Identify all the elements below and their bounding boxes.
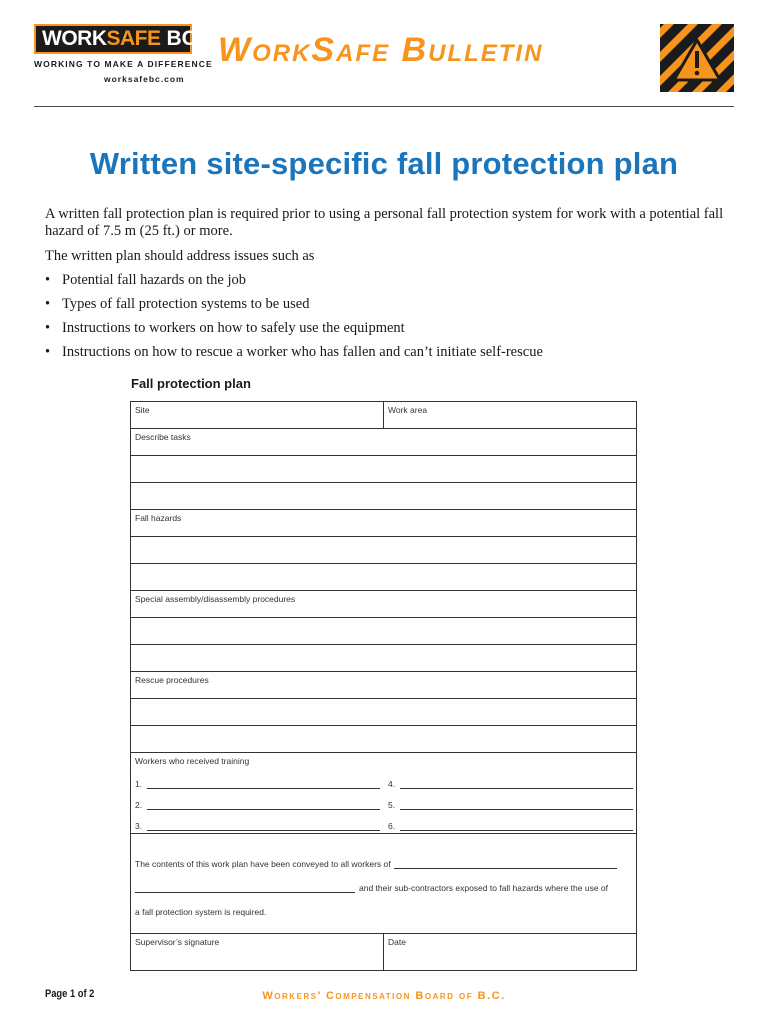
employer-name-line[interactable] [394, 860, 617, 869]
conveyed-text-1: The contents of this work plan have been conveyed to all workers of [135, 859, 391, 869]
special-procedures-line[interactable] [131, 645, 636, 672]
form-heading: Fall protection plan [131, 376, 251, 391]
rescue-procedures-line[interactable] [131, 699, 636, 726]
issues-list [45, 272, 543, 368]
describe-tasks-line[interactable] [131, 456, 636, 483]
supervisor-signature-field[interactable] [131, 934, 384, 970]
training-label: Workers who received training [135, 756, 250, 766]
entry-number: 3. [135, 821, 143, 831]
entry-number: 5. [388, 800, 396, 810]
entry-line[interactable] [400, 801, 633, 810]
entry-line[interactable] [147, 780, 380, 789]
list-item: • Instructions on how to rescue a worker who has fallen and can’t initiate self-rescue [45, 344, 543, 368]
document-title: Written site-specific fall protection plan [89, 146, 679, 181]
page-number: Page 1 of 2 [45, 988, 95, 1000]
logo-url: worksafebc.com [104, 74, 185, 84]
entry-line[interactable] [147, 801, 380, 810]
list-item: • Instructions to workers on how to safely use the equipment [45, 320, 543, 344]
special-procedures-line[interactable] [131, 618, 636, 645]
fall-hazards-line[interactable] [131, 564, 636, 591]
warning-icon [660, 24, 734, 92]
training-entry-5[interactable] [388, 800, 633, 810]
fall-hazards-line[interactable] [131, 537, 636, 564]
entry-number: 2. [135, 800, 143, 810]
entry-number: 6. [388, 821, 396, 831]
special-procedures-label: Special assembly/disassembly procedures [135, 594, 296, 604]
describe-tasks-line[interactable] [131, 483, 636, 510]
fall-hazards-label: Fall hazards [135, 513, 182, 523]
work-area-field[interactable] [384, 402, 636, 428]
bulletin-title: WorkSafe Bulletin [218, 31, 544, 69]
training-entry-6[interactable] [388, 821, 633, 831]
conveyed-line-3 [135, 907, 266, 917]
rescue-procedures-line[interactable] [131, 726, 636, 753]
describe-tasks-field[interactable] [131, 429, 636, 456]
date-label: Date [388, 937, 406, 947]
site-label: Site [135, 405, 150, 415]
conveyed-text-2: and their sub-contractors exposed to fall hazards where the use of [359, 883, 609, 893]
list-item: • Types of fall protection systems to be used [45, 296, 543, 320]
rescue-procedures-field[interactable] [131, 672, 636, 699]
training-section [131, 753, 636, 834]
employer-name-line-2[interactable] [135, 884, 355, 893]
date-field[interactable] [384, 934, 636, 970]
entry-line[interactable] [147, 822, 380, 831]
logo-bc-text: BC [166, 27, 197, 50]
entry-line[interactable] [400, 780, 633, 789]
signature-row [131, 934, 636, 970]
conveyed-text-3: a fall protection system is required. [135, 907, 267, 917]
site-field[interactable] [131, 402, 384, 428]
entry-number: 1. [135, 779, 143, 789]
list-item: • Potential fall hazards on the job [45, 272, 543, 296]
entry-number: 4. [388, 779, 396, 789]
training-entry-4[interactable] [388, 779, 633, 789]
training-entry-1[interactable] [135, 779, 380, 789]
describe-tasks-label: Describe tasks [135, 432, 191, 442]
header-divider [34, 106, 734, 107]
footer-organization: Workers’ Compensation Board of B.C. [262, 990, 506, 1002]
training-entry-3[interactable] [135, 821, 380, 831]
logo-safe-text: SAFE [106, 27, 161, 50]
conveyed-statement [131, 834, 636, 934]
entry-line[interactable] [400, 822, 633, 831]
fall-protection-form [130, 401, 637, 971]
intro-paragraph: A written fall protection plan is required prior to using a personal fall protection system for work with a potential fall hazard of 7.5 m (25 ft.) or more. [45, 206, 724, 239]
supervisor-signature-label: Supervisor’s signature [135, 937, 220, 947]
worksafebc-logo [34, 24, 197, 54]
logo-tagline: WORKING TO MAKE A DIFFERENCE [34, 59, 213, 69]
training-entry-2[interactable] [135, 800, 380, 810]
fall-hazards-field[interactable] [131, 510, 636, 537]
intro-paragraph-2: The written plan should address issues such as [45, 248, 315, 264]
special-procedures-field[interactable] [131, 591, 636, 618]
logo-work-text: WORK [42, 27, 107, 50]
conveyed-line-2 [135, 883, 608, 893]
work-area-label: Work area [388, 405, 428, 415]
conveyed-line-1 [135, 859, 617, 869]
rescue-procedures-label: Rescue procedures [135, 675, 209, 685]
site-row [131, 402, 636, 429]
